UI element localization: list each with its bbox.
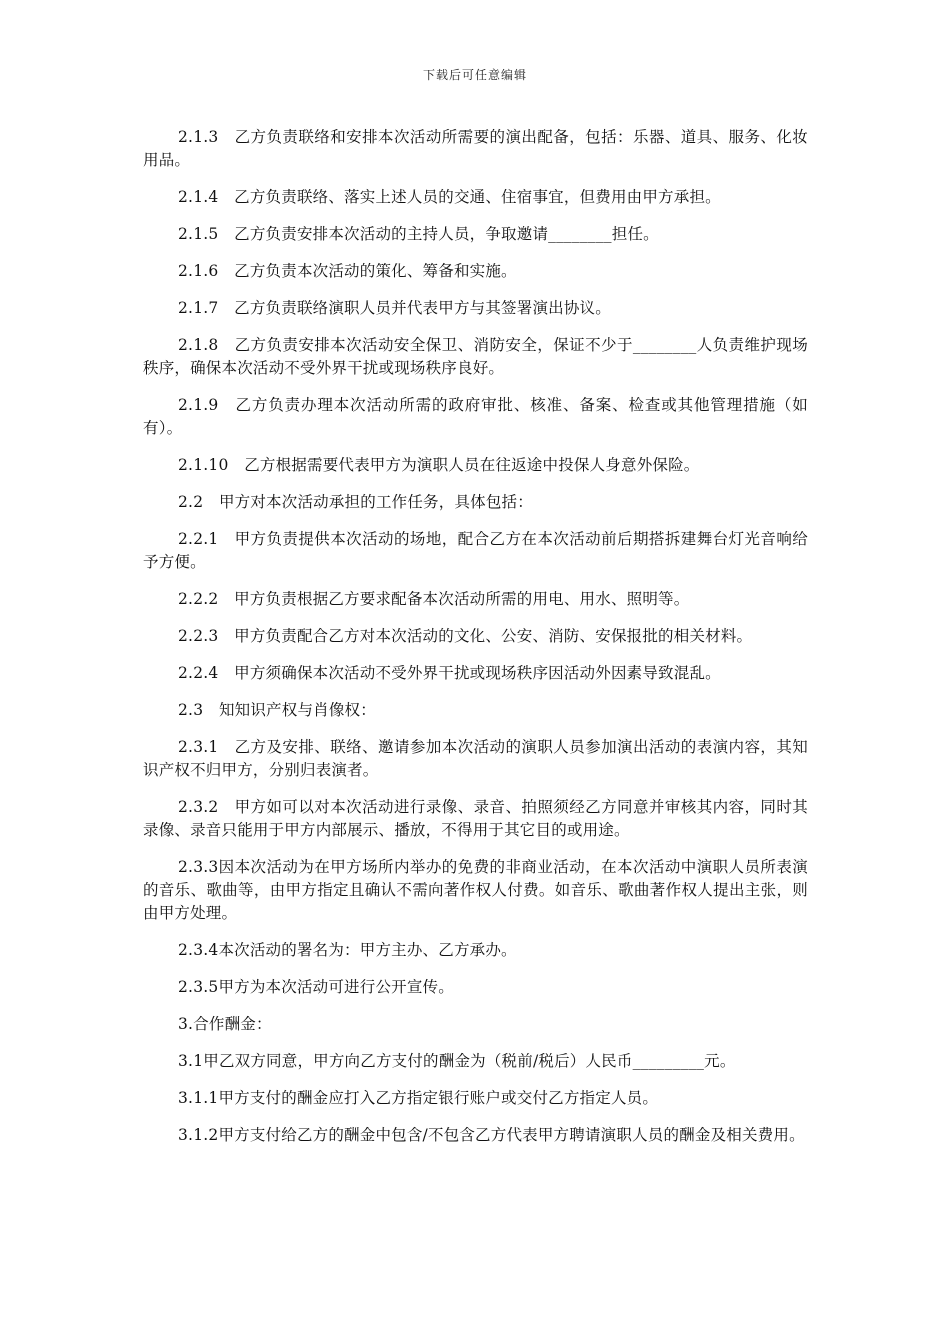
paragraph-3-1-1: 3.1.1甲方支付的酬金应打入乙方指定银行账户或交付乙方指定人员。	[178, 1089, 659, 1107]
paragraph-2-3-3: 2.3.3因本次活动为在甲方场所内举办的免费的非商业活动，在本次活动中演职人员所表演的音乐、歌曲等，由甲方指定且确认不需向著作权人付费。如音乐、歌曲著作权人提出主张，则由甲方处理。	[143, 858, 808, 922]
paragraph-2-2-4: 2.2.4 甲方须确保本次活动不受外界干扰或现场秩序因活动外因素导致混乱。	[178, 664, 721, 682]
paragraph-2-1-6: 2.1.6 乙方负责本次活动的策化、筹备和实施。	[178, 262, 517, 280]
paragraph-2-1-8: 2.1.8 乙方负责安排本次活动安全保卫、消防安全，保证不少于________人负责维护现场秩序，确保本次活动不受外界干扰或现场秩序良好。	[143, 336, 808, 377]
paragraph-3-1-2: 3.1.2甲方支付给乙方的酬金中包含/不包含乙方代表甲方聘请演职人员的酬金及相关费用。	[178, 1126, 805, 1144]
paragraph-2-3: 2.3 知知识产权与肖像权：	[178, 701, 376, 719]
paragraph-2-3-2: 2.3.2 甲方如可以对本次活动进行录像、录音、拍照须经乙方同意并审核其内容，同时其录像、录音只能用于甲方内部展示、播放，不得用于其它目的或用途。	[143, 798, 808, 839]
paragraph-2-3-1: 2.3.1 乙方及安排、联络、邀请参加本次活动的演职人员参加演出活动的表演内容，其知识产权不归甲方，分别归表演者。	[143, 738, 808, 779]
paragraph-2-2-3: 2.2.3 甲方负责配合乙方对本次活动的文化、公安、消防、安保报批的相关材料。	[178, 627, 753, 645]
document-body	[143, 126, 808, 1161]
paragraph-2-1-7: 2.1.7 乙方负责联络演职人员并代表甲方与其签署演出协议。	[178, 299, 611, 317]
paragraph-2-1-9: 2.1.9 乙方负责办理本次活动所需的政府审批、核准、备案、检查或其他管理措施（如有）。	[143, 396, 808, 437]
paragraph-2-2-1: 2.2.1 甲方负责提供本次活动的场地，配合乙方在本次活动前后期搭拆建舞台灯光音响给予方便。	[143, 530, 808, 571]
paragraph-2-2-2: 2.2.2 甲方负责根据乙方要求配备本次活动所需的用电、用水、照明等。	[178, 590, 690, 608]
paragraph-2-1-5: 2.1.5 乙方负责安排本次活动的主持人员，争取邀请________担任。	[178, 225, 659, 243]
paragraph-3: 3.合作酬金：	[178, 1015, 272, 1033]
paragraph-3-1: 3.1甲乙双方同意，甲方向乙方支付的酬金为（税前/税后）人民币_________元。	[178, 1052, 736, 1070]
header-note: 下载后可任意编辑	[422, 68, 527, 82]
paragraph-2-1-3: 2.1.3 乙方负责联络和安排本次活动所需要的演出配备，包括：乐器、道具、服务、化妆用品。	[143, 128, 808, 169]
paragraph-2-2: 2.2 甲方对本次活动承担的工作任务，具体包括：	[178, 493, 533, 511]
paragraph-2-3-5: 2.3.5甲方为本次活动可进行公开宣传。	[178, 978, 454, 996]
paragraph-2-3-4: 2.3.4本次活动的署名为：甲方主办、乙方承办。	[178, 941, 517, 959]
paragraph-2-1-4: 2.1.4 乙方负责联络、落实上述人员的交通、住宿事宜，但费用由甲方承担。	[178, 188, 721, 206]
paragraph-2-1-10: 2.1.10 乙方根据需要代表甲方为演职人员在往返途中投保人身意外保险。	[178, 456, 700, 474]
